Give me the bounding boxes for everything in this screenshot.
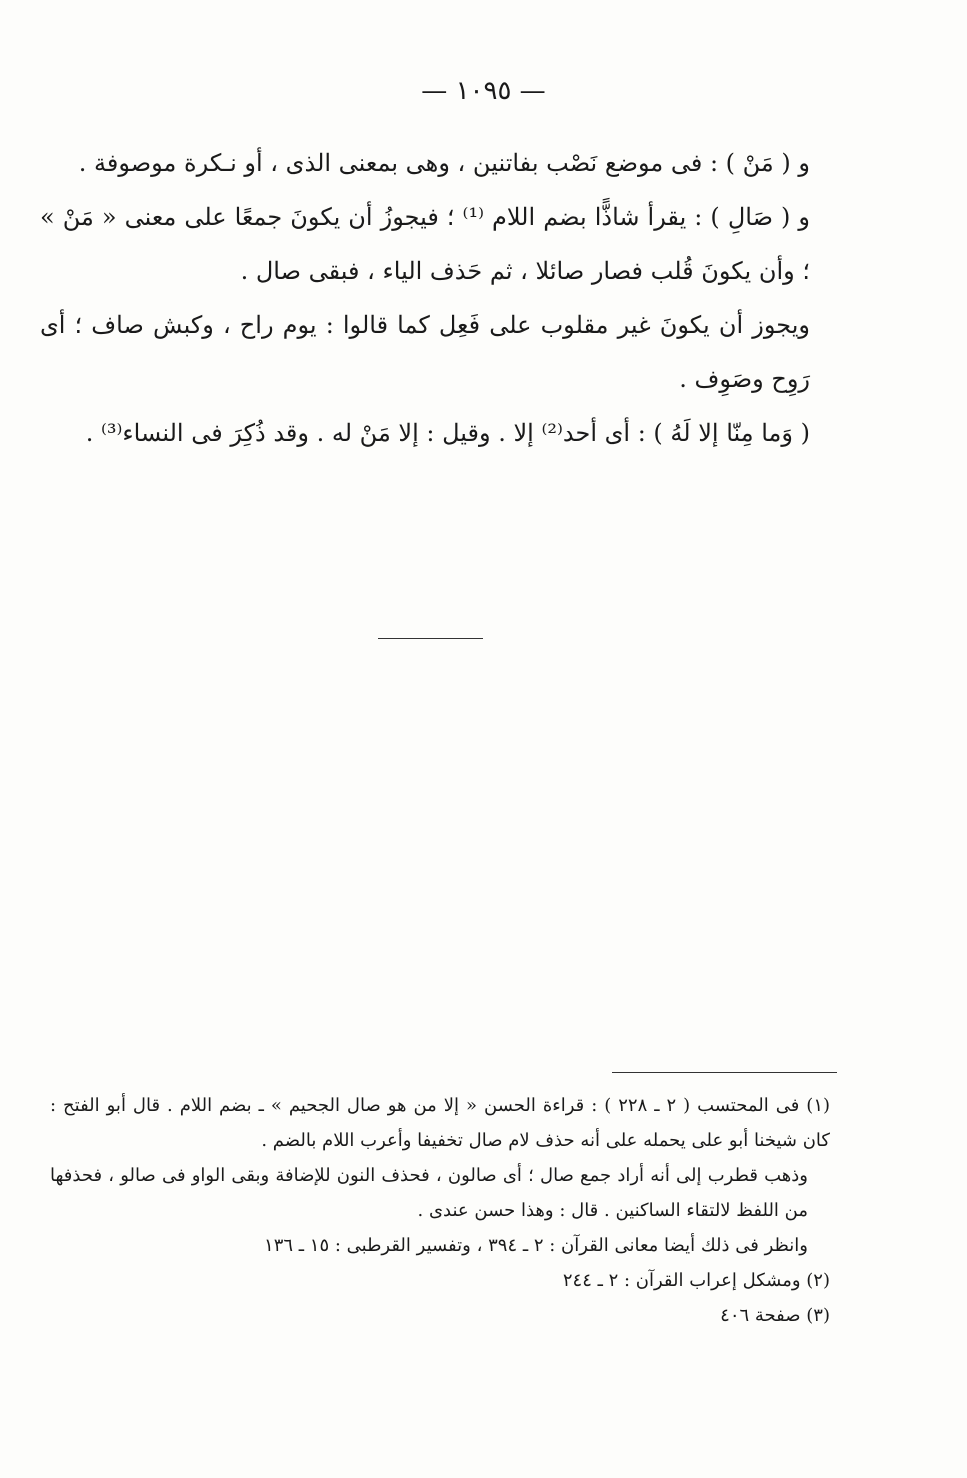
footnote-3: (٣) صفحة ٤٠٦: [720, 1305, 830, 1326]
section-divider: [378, 638, 483, 639]
footnote-2: (٢) ومشكل إعراب القرآن : ٢ ـ ٢٤٤: [562, 1270, 830, 1291]
footnote-1: (١) فى المحتسب ( ٢ ـ ٢٢٨ ) : قراءة الحسن « إلا من هو صال الجحيم » ـ بضم اللام . قال أبو الفتح : كان شيخنا أبو على يحمله على أنه حذف لام صال تخفيفا وأعرب اللام بالضم .: [50, 1095, 831, 1151]
footnote-1-reference: وانظر فى ذلك أيضا معانى القرآن : ٢ ـ ٣٩٤ ، وتفسير القرطبى : ١٥ ـ ١٣٦: [264, 1235, 808, 1256]
footnote-divider: [612, 1072, 837, 1073]
paragraph-2: و ( صَالِ ) : يقرأ شاذًّا بضم اللام ⁽¹⁾ ؛ فيجوزُ أن يكونَ جمعًا على معنى « مَنْ » ؛ وأن يكونَ قُلب فصار صائلا ، ثم حَذف الياء ، فبقى صال .: [40, 203, 810, 285]
paragraph-4: ( وَما مِنّا إلا لَهُ ) : أى أحد⁽²⁾ إلا . وقيل : إلا مَنْ له . وقد ذُكِرَ فى النساء⁽³⁾ .: [85, 419, 810, 447]
main-text: [40, 136, 810, 460]
paragraph-3: ويجوز أن يكونَ غير مقلوب على فَعِل كما قالوا : يوم راح ، وكبش صاف ؛ أى رَوِح وصَوِف .: [40, 311, 810, 393]
footnotes: [50, 1088, 830, 1333]
paragraph-1: و ( مَنْ ) : فى موضع نَصْب بفاتنين ، وهى بمعنى الذى ، أو نـكرة موصوفة .: [78, 149, 810, 177]
page-number: — ١٠٩٥ —: [421, 76, 546, 106]
footnote-1-continuation: وذهب قطرب إلى أنه أراد جمع صال ؛ أى صالون ، فحذف النون للإضافة وبقى الواو فى صالو ، فحذفها من اللفظ لالتقاء الساكنين . قال : وهذا حسن عندى .: [50, 1165, 808, 1221]
